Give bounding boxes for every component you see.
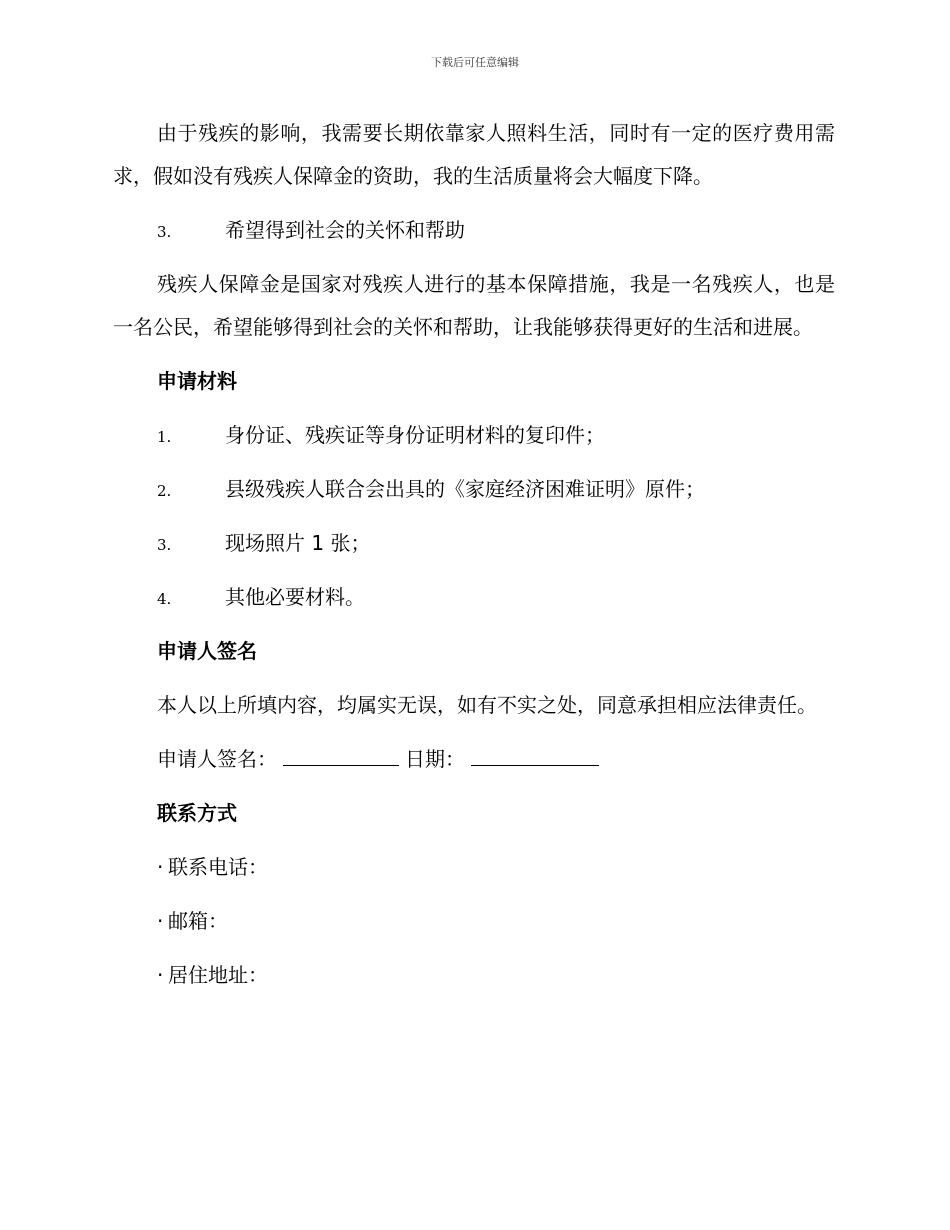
contact-item-email: [157, 900, 835, 943]
list-item-number: 2.: [157, 482, 172, 500]
contact-label: 居住地址：: [168, 963, 268, 987]
materials-item-1: [113, 414, 835, 457]
document-body: [113, 112, 835, 1008]
signature-name-label: 申请人签名：: [157, 747, 277, 771]
contact-item-address: [157, 954, 835, 997]
materials-item-3: [113, 522, 835, 565]
signature-line: [113, 738, 835, 781]
contact-label: 联系电话：: [168, 855, 268, 879]
list-item-text: 现场照片 1 张；: [225, 531, 371, 555]
list-item-text: 县级残疾人联合会出具的《家庭经济困难证明》原件；: [225, 477, 705, 501]
signature-date-label: 日期：: [405, 747, 465, 771]
bullet-dot: ·: [157, 963, 164, 987]
list-item-text: 希望得到社会的关怀和帮助: [225, 218, 465, 242]
list-item-number: 3.: [157, 223, 172, 241]
paragraph-social-care: 残疾人保障金是国家对残疾人进行的基本保障措施，我是一名残疾人，也是一名公民，希望能够得到社会的关怀和帮助，让我能够获得更好的生活和进展。: [113, 272, 835, 339]
signature-name-blank[interactable]: [283, 749, 399, 766]
paragraph-declaration: 本人以上所填内容，均属实无误，如有不实之处，同意承担相应法律责任。: [157, 693, 817, 717]
bullet-dot: ·: [157, 909, 164, 933]
paragraph-medical-need: 由于残疾的影响，我需要长期依靠家人照料生活，同时有一定的医疗费用需求，假如没有残疾人保障金的资助，我的生活质量将会大幅度下降。: [113, 121, 835, 188]
list-item-number: 4.: [157, 590, 172, 608]
list-item-number: 3.: [157, 536, 172, 554]
section-heading-materials: 申请材料: [157, 369, 237, 393]
contact-item-phone: [157, 846, 835, 889]
materials-item-2: [113, 468, 835, 511]
materials-item-4: [113, 576, 835, 619]
contact-label: 邮箱：: [168, 909, 228, 933]
page-header: 下载后可任意编辑: [431, 56, 519, 69]
bullet-dot: ·: [157, 855, 164, 879]
list-item-number: 1.: [157, 428, 172, 446]
list-item-hope: [113, 209, 835, 252]
section-heading-contact: 联系方式: [157, 801, 237, 825]
list-item-text: 身份证、残疾证等身份证明材料的复印件；: [225, 423, 605, 447]
section-heading-signature: 申请人签名: [157, 639, 257, 663]
list-item-text: 其他必要材料。: [225, 585, 365, 609]
signature-date-blank[interactable]: [471, 749, 599, 766]
